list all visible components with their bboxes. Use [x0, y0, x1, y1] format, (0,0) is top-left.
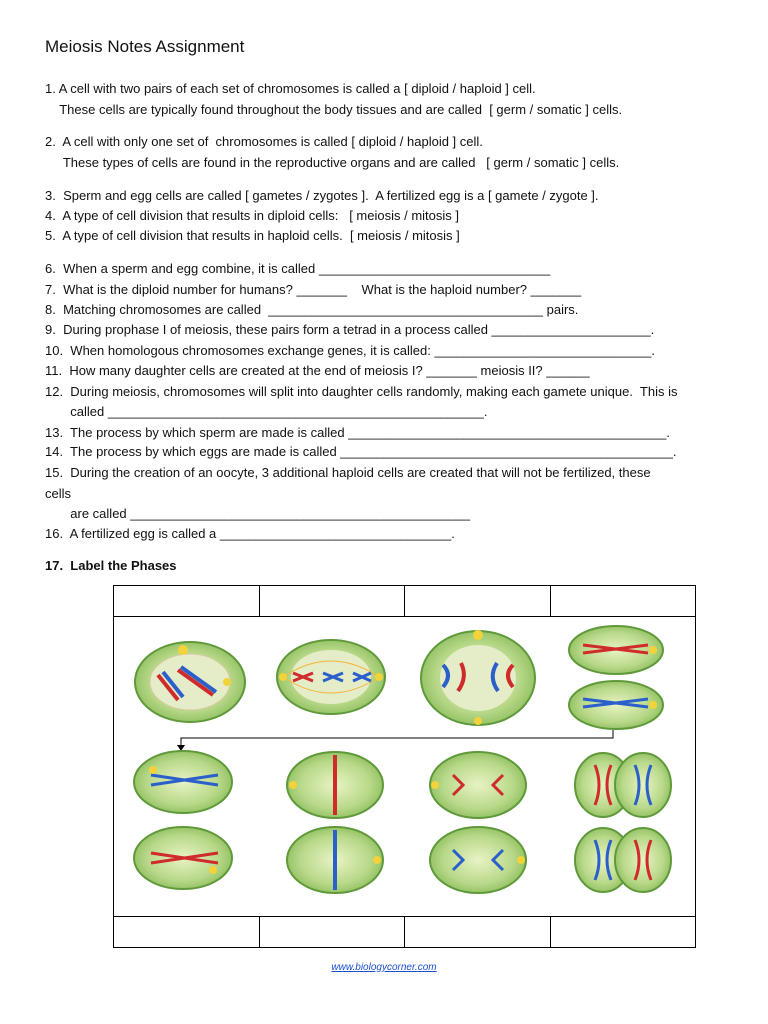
question-2-line-2: These types of cells are found in the reproductive organs and are called [ germ / somatic ] cells. [45, 155, 620, 170]
question-8: 8. Matching chromosomes are called ______________________________________ pairs. [45, 302, 579, 317]
question-10: 10. When homologous chromosomes exchange genes, it is called: ______________________________. [45, 343, 656, 358]
question-12-line-2: called ____________________________________________________. [45, 404, 488, 419]
question-12: 12. During meiosis, chromosomes will split into daughter cells randomly, making each gamete unique. This is [45, 384, 678, 399]
bottom-label-row [114, 916, 695, 947]
question-1: 1. A cell with two pairs of each set of chromosomes is called a [ diploid / haploid ] cell. [45, 81, 536, 96]
question-15: 15. During the creation of an oocyte, 3 additional haploid cells are created that will not be fertilized, these [45, 465, 651, 480]
cell-telophase-1 [569, 626, 663, 729]
question-16: 16. A fertilized egg is called a ________________________________. [45, 526, 455, 541]
question-4: 4. A type of cell division that results in diploid cells: [ meiosis / mitosis ] [45, 208, 460, 223]
question-13: 13. The process by which sperm are made is called ____________________________________________. [45, 425, 670, 440]
label-box-4[interactable] [551, 586, 696, 616]
question-5: 5. A type of cell division that results in haploid cells. [ meiosis / mitosis ] [45, 228, 460, 243]
question-9: 9. During prophase I of meiosis, these pairs form a tetrad in a process called ______________________. [45, 322, 655, 337]
label-box-6[interactable] [260, 917, 406, 947]
label-box-7[interactable] [405, 917, 551, 947]
sequence-arrow [177, 730, 613, 751]
section-heading: 17. Label the Phases [45, 558, 177, 573]
question-2: 2. A cell with only one set of chromosomes is called [ diploid / haploid ] cell. [45, 134, 483, 149]
question-6: 6. When a sperm and egg combine, it is called ________________________________ [45, 261, 551, 276]
page-title: Meiosis Notes Assignment [45, 37, 245, 56]
question-15-line-2: cells [45, 486, 72, 501]
label-box-2[interactable] [260, 586, 406, 616]
question-14: 14. The process by which eggs are made is called ______________________________________________. [45, 444, 677, 459]
cell-prophase-1 [135, 642, 245, 722]
question-7: 7. What is the diploid number for humans? _______ What is the haploid number? _______ [45, 282, 582, 297]
label-box-5[interactable] [114, 917, 260, 947]
label-box-1[interactable] [114, 586, 260, 616]
label-box-3[interactable] [405, 586, 551, 616]
cell-prophase-2 [134, 751, 232, 889]
cell-metaphase-2 [287, 752, 383, 893]
cell-metaphase-1 [277, 640, 385, 714]
label-box-8[interactable] [551, 917, 696, 947]
question-1-line-2: These cells are typically found throughout the body tissues and are called [ germ / somatic ] cells. [45, 102, 623, 117]
question-11: 11. How many daughter cells are created at the end of meiosis I? _______ meiosis II? ______ [45, 363, 590, 378]
question-15-line-3: are called _______________________________________________ [45, 506, 471, 521]
cell-anaphase-2 [430, 752, 526, 893]
cell-telophase-2 [575, 753, 671, 892]
top-label-row [114, 586, 695, 617]
question-3: 3. Sperm and egg cells are called [ gametes / zygotes ]. A fertilized egg is a [ gamete / zygote ]. [45, 188, 599, 203]
cell-anaphase-1 [421, 630, 535, 725]
meiosis-phases-illustration [113, 615, 696, 918]
footer-link[interactable]: www.biologycorner.com [331, 962, 437, 973]
